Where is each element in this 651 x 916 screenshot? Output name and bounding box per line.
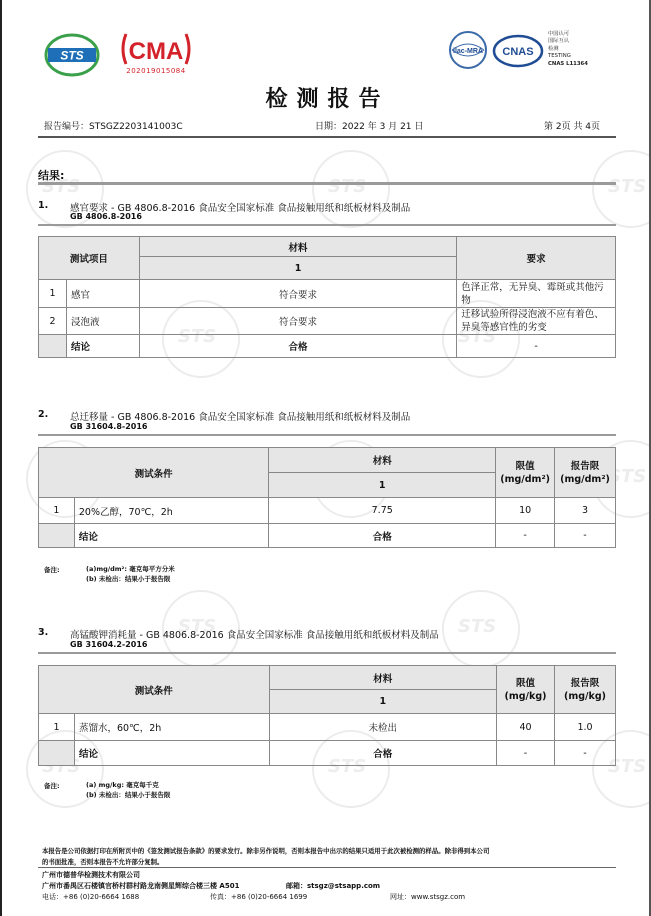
- conclusion-value: 合格: [269, 524, 496, 548]
- cnas-side-line: TESTING: [548, 53, 571, 60]
- header-test-condition: 测试条件: [39, 448, 269, 498]
- sts-logo: [44, 32, 100, 78]
- section-2-note: (a)mg/dm²: 毫克每平方分米: [86, 565, 175, 573]
- row-report-limit: 1.0: [554, 714, 615, 741]
- cnas-logo-text: CNAS: [502, 46, 534, 58]
- header-material-number: 1: [139, 257, 456, 280]
- header-limit-label: 限值: [515, 677, 535, 689]
- row-report-limit: 3: [554, 498, 615, 524]
- conclusion-value: 合格: [269, 741, 496, 766]
- section-2-note: (b) 未检出：结果小于报告限: [86, 575, 171, 583]
- section-3-note: (a) mg/kg: 毫克每千克: [86, 781, 159, 789]
- header-test-condition: 测试条件: [39, 666, 270, 714]
- footer-disclaimer-line1: 本报告是公司依据打印在所附页中的《签发测试报告条款》的要求发行。除非另作说明，否则本报告中出示的结果只适用于此次被检测的样品。除非得到本公司: [42, 847, 490, 855]
- report-meta: [2, 117, 651, 133]
- conclusion-label: 结论: [74, 524, 268, 548]
- row-number: 1: [39, 714, 75, 741]
- row-limit: 40: [497, 714, 555, 741]
- section-2-number: 2.: [38, 409, 49, 420]
- section-2-note-label: 备注:: [44, 566, 60, 574]
- ilac-logo-text: ilac-MRA: [453, 48, 483, 55]
- cma-number: 202019015084: [126, 67, 186, 75]
- conclusion-value: 合格: [139, 335, 456, 358]
- header-requirement: 要求: [457, 237, 616, 280]
- row-item: 感官: [66, 280, 139, 308]
- cnas-side-line: 国际互认: [548, 38, 570, 45]
- cnas-side-line: CNAS L11364: [548, 60, 588, 67]
- header-material-number: 1: [269, 473, 496, 498]
- conclusion-label: 结论: [74, 741, 269, 766]
- table-header-row: [39, 666, 616, 690]
- cnas-logo: [492, 34, 544, 68]
- section-1-number: 1.: [38, 200, 49, 211]
- footer-fax: 传真：+86 (0)20-6664 1699: [210, 893, 308, 901]
- header-limit-unit: (mg/kg): [504, 690, 547, 702]
- row-condition: 蒸馏水，60℃，2h: [74, 714, 269, 741]
- cnas-side-text: [548, 31, 588, 68]
- section-3-standard: GB 31604.2-2016: [70, 640, 148, 649]
- table-row: [39, 498, 616, 524]
- header-report-limit: [554, 448, 615, 498]
- table-row: [39, 714, 616, 741]
- ilac-mra-logo: [448, 30, 488, 70]
- header-report-limit-unit: (mg/kg): [564, 690, 606, 702]
- row-blank: [39, 524, 75, 548]
- footer-address: 广州市番禺区石楼镇官桥村群村路龙南侧星辉综合楼三楼 A501: [42, 882, 240, 890]
- header-test-item: 测试项目: [39, 237, 140, 280]
- row-blank: [39, 741, 75, 766]
- section-2-heading: 总迁移量 - GB 4806.8-2016 食品安全国家标准 食品接触用纸和纸板材料及制品: [70, 412, 411, 423]
- conclusion-limit: -: [497, 741, 555, 766]
- conclusion-report-limit: -: [554, 741, 615, 766]
- conclusion-label: 结论: [66, 335, 139, 358]
- row-number: 2: [39, 308, 67, 335]
- header-limit: [496, 448, 555, 498]
- section-2-table: [38, 447, 616, 548]
- row-limit: 10: [496, 498, 555, 524]
- header-limit: [497, 666, 555, 714]
- cnas-side-line: 检测: [548, 45, 559, 52]
- page-indicator: 第 2页 共 4页: [544, 122, 601, 132]
- cnas-side-line: 中国认可: [548, 31, 570, 37]
- row-requirement: 色泽正常，无异臭、霉斑或其他污物: [457, 280, 616, 308]
- row-condition: 20%乙醇，70℃，2h: [74, 498, 268, 524]
- footer-disclaimer-line2: 的书面批准，否则本报告不允许部分复制。: [42, 858, 164, 866]
- footer-website: 网址：www.stsgz.com: [390, 893, 466, 901]
- section-3-table: [38, 665, 616, 766]
- table-header-row: [39, 237, 616, 257]
- table-header-row: [39, 448, 616, 473]
- cma-logo-text: CMA: [128, 38, 184, 65]
- conclusion-requirement: -: [457, 335, 616, 358]
- row-blank: [39, 335, 67, 358]
- row-number: 1: [39, 280, 67, 308]
- header-limit-label: 限值: [515, 460, 535, 472]
- row-result: 符合要求: [139, 308, 456, 335]
- header-material: 材料: [269, 448, 496, 473]
- footer-tel: 电话：+86 (0)20-6664 1688: [42, 893, 140, 901]
- section-3-note-label: 备注:: [44, 782, 60, 790]
- sts-logo-text: STS: [60, 48, 84, 63]
- section-1-standard: GB 4806.8-2016: [70, 212, 142, 221]
- report-number: 报告编号：STSGZ2203141003C: [44, 122, 183, 132]
- row-requirement: 迁移试验所得浸泡液不应有着色、异臭等感官性的劣变: [457, 308, 616, 335]
- section-3-number: 3.: [38, 627, 49, 638]
- table-row: [39, 280, 616, 308]
- header-divider: [38, 136, 616, 138]
- row-result: 未检出: [269, 714, 496, 741]
- header-material: 材料: [269, 666, 496, 690]
- conclusion-row: [39, 335, 616, 358]
- section-3-note: (b) 未检出：结果小于报告限: [86, 791, 171, 799]
- watermark-logo: [442, 590, 520, 668]
- conclusion-row: [39, 524, 616, 548]
- header-report-limit-label: 报告限: [570, 460, 600, 472]
- header-limit-unit: (mg/dm²): [500, 473, 550, 485]
- row-result: 符合要求: [139, 280, 456, 308]
- section-3-heading: 高锰酸钾消耗量 - GB 4806.8-2016 食品安全国家标准 食品接触用纸和纸板材料及制品: [70, 630, 439, 641]
- section-3-divider: [38, 652, 616, 654]
- header-report-limit-unit: (mg/dm²): [560, 473, 610, 485]
- results-label: 结果:: [38, 169, 65, 182]
- results-divider: [38, 182, 616, 185]
- conclusion-report-limit: -: [554, 524, 615, 548]
- footer-email: 邮箱：stsgz@stsapp.com: [286, 882, 381, 890]
- watermark-logo: [312, 150, 390, 228]
- footer-company: 广州市德普华检测技术有限公司: [42, 871, 140, 879]
- section-2-divider: [38, 434, 616, 436]
- table-row: [39, 308, 616, 335]
- report-title: 检测报告: [265, 87, 390, 112]
- conclusion-row: [39, 741, 616, 766]
- row-number: 1: [39, 498, 75, 524]
- row-item: 浸泡液: [66, 308, 139, 335]
- cma-logo: [118, 30, 194, 80]
- watermark-logo: [592, 150, 651, 228]
- section-1-heading: 感官要求 - GB 4806.8-2016 食品安全国家标准 食品接触用纸和纸板材料及制品: [70, 203, 411, 214]
- section-1-table: [38, 236, 616, 358]
- header-material-number: 1: [269, 690, 496, 714]
- header-report-limit: [554, 666, 615, 714]
- conclusion-limit: -: [496, 524, 555, 548]
- section-1-divider: [38, 224, 616, 226]
- row-result: 7.75: [269, 498, 496, 524]
- header-material: 材料: [139, 237, 456, 257]
- section-2-standard: GB 31604.8-2016: [70, 422, 148, 431]
- header-report-limit-label: 报告限: [570, 677, 600, 689]
- report-date: 日期：2022 年 3 月 21 日: [315, 122, 424, 132]
- footer-divider: [38, 867, 616, 868]
